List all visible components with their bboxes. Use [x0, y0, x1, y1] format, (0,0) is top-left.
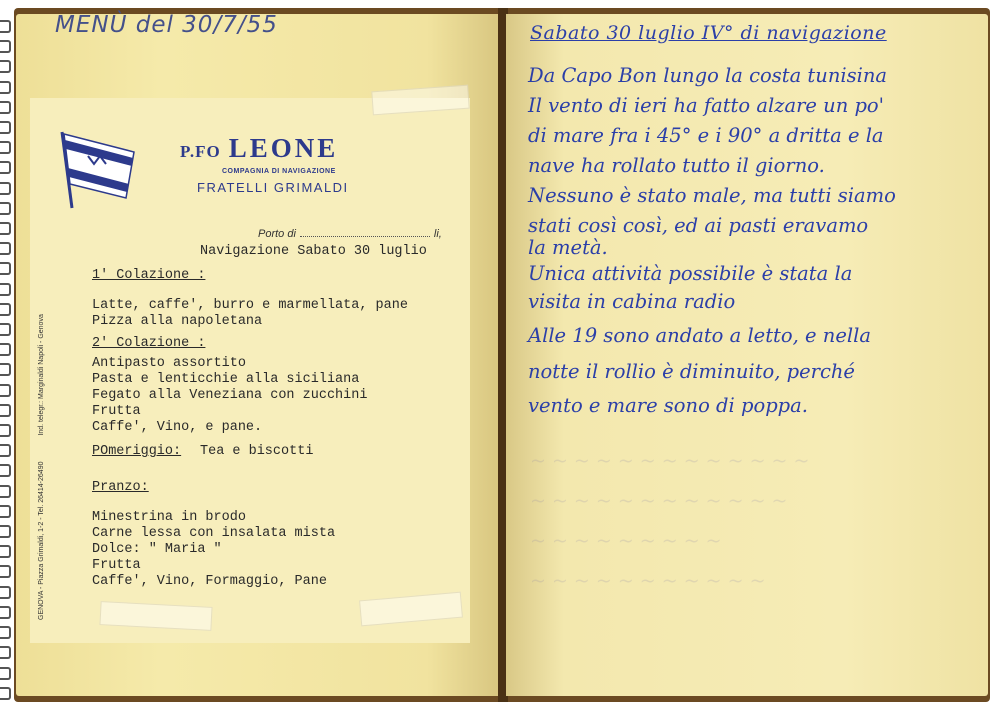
- diary-line: nave ha rollato tutto il giorno.: [528, 154, 825, 177]
- binding-ring: [0, 363, 11, 376]
- binding-ring: [0, 101, 11, 114]
- section-title-colazione-2: 2' Colazione :: [92, 336, 206, 351]
- binding-ring: [0, 60, 11, 73]
- porto-blank: [300, 226, 430, 237]
- company-flag-icon: [48, 122, 138, 210]
- address-print: GENOVA - Piazza Grimaldi, 1-2 - Tel. 26414-26490: [38, 461, 45, 620]
- menu-item: Tea e biscotti: [200, 444, 314, 459]
- binding-ring: [0, 222, 11, 235]
- telegraph-print: Ind. telegr.: Marginaldi Napoli - Genova: [38, 314, 45, 436]
- binding-ring: [0, 646, 11, 659]
- company-logo-text: [180, 133, 338, 164]
- binding-ring: [0, 323, 11, 336]
- binding-ring: [0, 161, 11, 174]
- binding-ring: [0, 424, 11, 437]
- porto-label: Porto di: [258, 228, 296, 240]
- diary-line: visita in cabina radio: [528, 290, 736, 313]
- menu-item: Pasta e lenticchie alla siciliana: [92, 372, 360, 387]
- diary-line: Alle 19 sono andato a letto, e nella: [528, 324, 871, 347]
- binding-ring: [0, 81, 11, 94]
- diary-line: Da Capo Bon lungo la costa tunisina: [528, 64, 888, 87]
- diary-line: Il vento di ieri ha fatto alzare un po': [528, 94, 885, 117]
- porto-line: [258, 226, 442, 240]
- menu-item: Antipasto assortito: [92, 356, 246, 371]
- menu-item: Pizza alla napoletana: [92, 314, 263, 329]
- binding-ring: [0, 384, 11, 397]
- menu-item: Fegato alla Veneziana con zucchini: [92, 388, 368, 403]
- binding-ring: [0, 464, 11, 477]
- binding-ring: [0, 20, 11, 33]
- bleed-through-ink: ~ ~ ~ ~ ~ ~ ~ ~ ~ ~ ~: [530, 570, 766, 592]
- binding-ring: [0, 343, 11, 356]
- binding-ring: [0, 404, 11, 417]
- binding-ring: [0, 586, 11, 599]
- binding-ring: [0, 242, 11, 255]
- diary-line: vento e mare sono di poppa.: [528, 394, 808, 417]
- diary-line: la metà.: [528, 236, 608, 259]
- company-name: FRATELLI GRIMALDI: [197, 180, 349, 195]
- bleed-through-ink: ~ ~ ~ ~ ~ ~ ~ ~ ~ ~ ~ ~ ~: [530, 450, 810, 472]
- binding-ring: [0, 202, 11, 215]
- binding-ring: [0, 141, 11, 154]
- binding-ring: [0, 182, 11, 195]
- binding-ring: [0, 283, 11, 296]
- binding-ring: [0, 303, 11, 316]
- binding-ring: [0, 444, 11, 457]
- brand-prefix: P.FO: [180, 142, 221, 161]
- diary-line: stati così così, ed ai pasti eravamo: [528, 214, 869, 237]
- binding-ring: [0, 485, 11, 498]
- menu-item: Latte, caffe', burro e marmellata, pane: [92, 298, 408, 313]
- binding-ring: [0, 121, 11, 134]
- section-title-pranzo: Pranzo:: [92, 480, 149, 495]
- card-side-print: [38, 280, 45, 620]
- section-title-pomeriggio: POmeriggio:: [92, 444, 182, 459]
- diary-title: Sabato 30 luglio IV° di navigazione: [530, 22, 887, 44]
- menu-item: Minestrina in brodo: [92, 510, 246, 525]
- binding-ring: [0, 262, 11, 275]
- section-title-colazione-1: 1' Colazione :: [92, 268, 206, 283]
- diary-line: Unica attività possibile è stata la: [528, 262, 853, 285]
- menu-item: Caffe', Vino, e pane.: [92, 420, 263, 435]
- bleed-through-ink: ~ ~ ~ ~ ~ ~ ~ ~ ~ ~ ~ ~: [530, 490, 788, 512]
- menu-item: Carne lessa con insalata mista: [92, 526, 336, 541]
- binding-ring: [0, 687, 11, 700]
- binding-ring: [0, 505, 11, 518]
- binding-ring: [0, 626, 11, 639]
- diary-line: notte il rollio è diminuito, perché: [528, 360, 855, 383]
- menu-date-header: MENÙ del 30/7/55: [55, 12, 278, 38]
- bleed-through-ink: ~ ~ ~ ~ ~ ~ ~ ~ ~: [530, 530, 722, 552]
- diary-line: di mare fra i 45° e i 90° a dritta e la: [528, 124, 884, 147]
- menu-item: Frutta: [92, 558, 141, 573]
- navigation-line: Navigazione Sabato 30 luglio: [200, 244, 427, 259]
- menu-item: Frutta: [92, 404, 141, 419]
- menu-item: Caffe', Vino, Formaggio, Pane: [92, 574, 327, 589]
- binding-ring: [0, 40, 11, 53]
- binding-ring: [0, 545, 11, 558]
- date-suffix: li,: [433, 228, 442, 240]
- brand-name: LEONE: [228, 133, 339, 163]
- binding-ring: [0, 667, 11, 680]
- company-type: COMPAGNIA DI NAVIGAZIONE: [222, 168, 336, 175]
- spiral-binding: [0, 20, 14, 700]
- diary-line: Nessuno è stato male, ma tutti siamo: [528, 184, 896, 207]
- binding-ring: [0, 565, 11, 578]
- menu-item: Dolce: " Maria ": [92, 542, 222, 557]
- binding-ring: [0, 606, 11, 619]
- binding-ring: [0, 525, 11, 538]
